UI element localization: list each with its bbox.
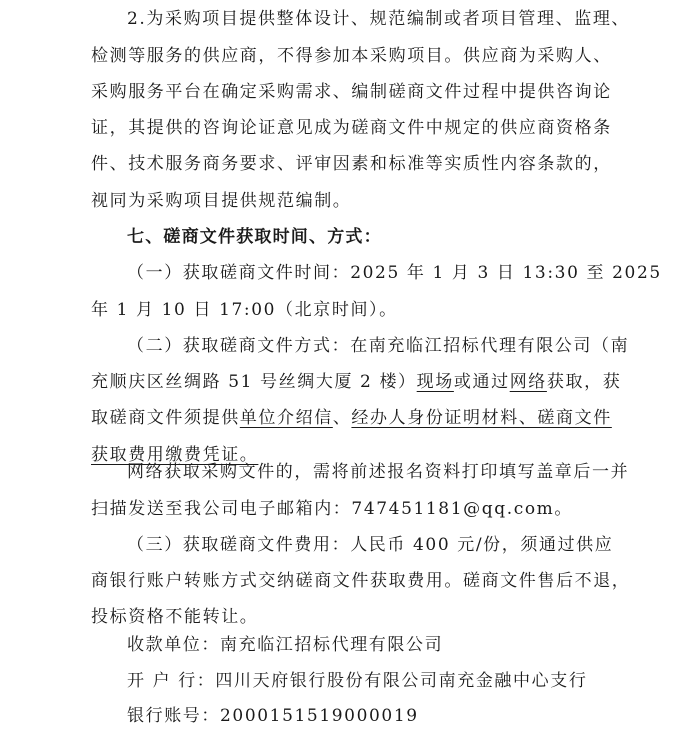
text-segment: 获取，获 bbox=[546, 372, 622, 392]
text-line: 采购服务平台在确定采购需求、编制磋商文件过程中提供咨询论 bbox=[91, 82, 612, 102]
text-line: 投标资格不能转让。 bbox=[91, 607, 259, 627]
text-segment: 或通过 bbox=[453, 372, 510, 392]
text-line: （三）获取磋商文件费用：人民币 400 元/份，须通过供应 bbox=[127, 535, 614, 555]
underlined-fee-receipt: 获取费用缴费凭证。 bbox=[91, 445, 259, 465]
text-line: 件、技术服务商务要求、评审因素和标准等实质性内容条款的， bbox=[91, 154, 612, 174]
text-line: （二）获取磋商文件方式：在南充临江招标代理有限公司（南 bbox=[127, 336, 630, 356]
account-row bbox=[127, 698, 419, 735]
payee-label: 收款单位： bbox=[127, 635, 220, 655]
text-line: 检测等服务的供应商，不得参加本采购项目。供应商为采购人、 bbox=[91, 46, 612, 66]
text-segment: 充顺庆区丝绸路 51 号丝绸大厦 2 楼） bbox=[91, 372, 417, 392]
section-heading: 七、磋商文件获取时间、方式： bbox=[127, 227, 382, 247]
underlined-online: 网络 bbox=[509, 372, 547, 392]
text-segment: 、 bbox=[332, 408, 352, 428]
bank-row bbox=[127, 663, 587, 700]
account-label: 银行账号： bbox=[127, 706, 220, 726]
account-value: 2000151519000019 bbox=[220, 706, 419, 726]
text-segment: 取磋商文件须提供 bbox=[91, 408, 240, 428]
text-line bbox=[91, 400, 612, 437]
text-line: 商银行账户转账方式交纳磋商文件获取费用。磋商文件售后不退， bbox=[91, 571, 631, 591]
text-line bbox=[91, 364, 621, 401]
bank-label: 开 户 行： bbox=[127, 671, 216, 691]
text-line: （一）获取磋商文件时间：2025 年 1 月 3 日 13:30 至 2025 bbox=[127, 263, 662, 283]
text-line: 年 1 月 10 日 17:00（北京时间）。 bbox=[91, 300, 398, 320]
text-line: 2.为采购项目提供整体设计、规范编制或者项目管理、监理、 bbox=[127, 9, 631, 29]
bank-value: 四川天府银行股份有限公司南充金融中心支行 bbox=[215, 671, 588, 691]
underlined-introduction-letter: 单位介绍信 bbox=[239, 408, 333, 428]
email-line: 扫描发送至我公司电子邮箱内：747451181@qq.com。 bbox=[91, 499, 573, 519]
payee-row bbox=[127, 627, 443, 664]
underlined-id-materials: 经办人身份证明材料、磋商文件 bbox=[351, 408, 612, 428]
payee-value: 南充临江招标代理有限公司 bbox=[220, 635, 444, 655]
underlined-onsite: 现场 bbox=[416, 372, 454, 392]
text-line: 证，其提供的咨询论证意见成为磋商文件中规定的供应商资格条 bbox=[91, 118, 612, 138]
text-line: 网络获取采购文件的，需将前述报名资料打印填写盖章后一并 bbox=[127, 462, 630, 482]
text-line: 视同为采购项目提供规范编制。 bbox=[91, 191, 352, 211]
